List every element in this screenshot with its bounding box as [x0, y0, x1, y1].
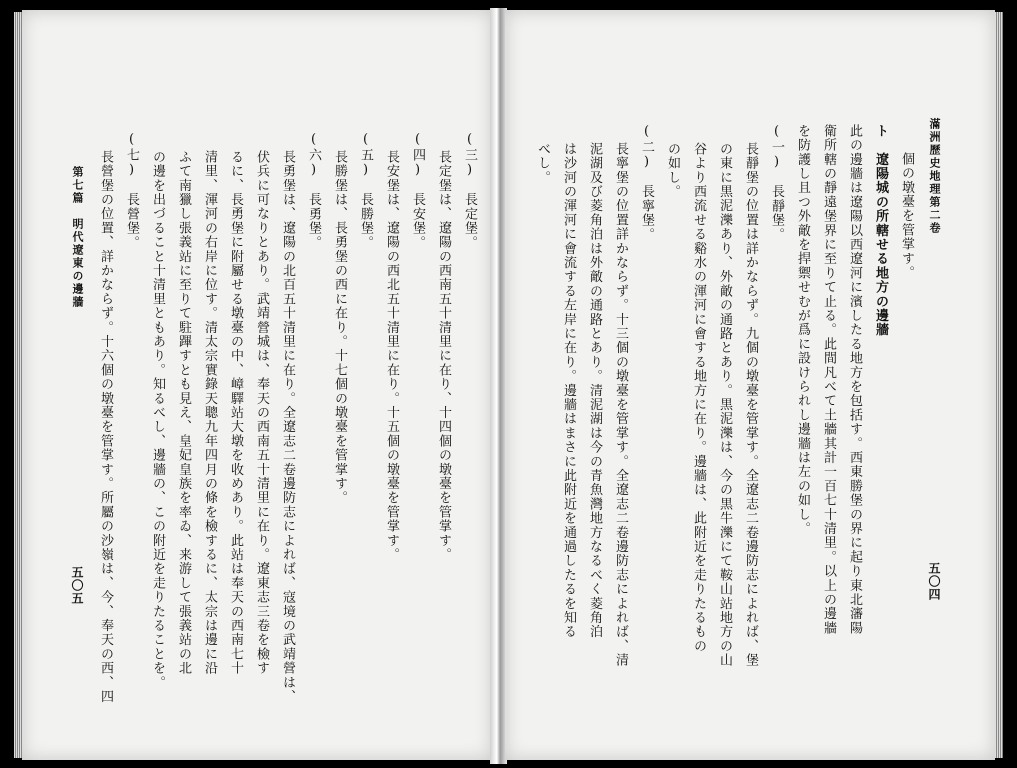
text-line: 長營堡の位置、詳かならず。十六個の墩臺を管掌す。所屬の沙嶺は、今、奉天の西、四: [98, 150, 113, 704]
text-line: の如し。: [665, 142, 680, 199]
text-line: 長勝堡は、長勇堡の西に在り。十七個の墩臺を管掌す。: [332, 150, 347, 505]
text-line: 伏兵に可なりとあり。武靖營城は、奉天の西南五十清里に在り。遼東志三卷を檢す: [254, 150, 269, 676]
text-line: 泥湖及び菱角泊は外敵の通路とあり。清泥湖は今の青魚灣地方なるべく菱角泊: [587, 142, 602, 639]
text-line: 衛所轄の靜遠堡界に至りて止る。此間凡べて土牆其計一百七十清里。以上の邊牆: [821, 124, 836, 636]
text-line: (三) 長定堡。: [462, 132, 477, 250]
text-line: 谷より西流せる谿水の渾河に會する地方に在り。邊牆は、此附近を走りたるもの: [691, 142, 706, 654]
text-line: (一) 長靜堡。: [769, 124, 784, 242]
text-line: (四) 長安堡。: [410, 132, 425, 250]
text-line: 長寧堡の位置詳かならず。十三個の墩臺を管掌す。全遼志二卷邊防志によれば、清: [613, 142, 628, 668]
text-line: 長靜堡の位置は詳かならず。九個の墩臺を管掌す。全遼志二卷邊防志によれば、堡: [743, 142, 758, 668]
page-number: 五〇五: [70, 566, 84, 605]
text-line: の東に黒泥濼あり、外敵の通路とあり。黒泥濼は、今の黒牛濼にて鞍山站地方の山: [717, 142, 732, 668]
text-line: を防護し且つ外敵を捍禦せむが爲に設けられし邊牆は左の如し。: [795, 124, 810, 536]
text-line: (六) 長勇堡。: [306, 132, 321, 250]
text-line: 長勇堡は、遼陽の北百五十清里に在り。全遼志二卷邊防志によれば、寇境の武靖營は、: [280, 150, 295, 704]
text-line: べし。: [535, 142, 550, 185]
text-line: 長定堡は、遼陽の西南五十清里に在り、十四個の墩臺を管掌す。: [436, 150, 451, 562]
text-line: るに、長勇堡に附屬せる墩臺の中、嶂驛站大墩を收めあり。此站は奉天の西南七十: [228, 150, 243, 676]
text-line: の邊を出づること十清里ともあり。知るべし、邊牆の、この附近を走りたることを。: [150, 150, 165, 690]
text-line: は沙河の渾河に會流する左岸に在り。邊牆はまさに此附近を通過したるを知る: [561, 142, 576, 639]
text-line: (二) 長寧堡。: [639, 124, 654, 242]
text-line: 此の邊牆は遼陽以西遼河に濱したる地方を包括す。西東勝堡の界に起り東北瀋陽: [847, 124, 862, 636]
text-line: ふて南獵し張義站に至りて駐蹕すとも見え、皇妃皇族を率ゐ、来游して張義站の北: [176, 150, 191, 676]
right-page: [505, 10, 995, 760]
text-line: (七) 長營堡。: [124, 132, 139, 250]
section-heading: ト 遼陽城の所轄せる地方の邊牆: [873, 124, 888, 337]
text-line: 長安堡は、遼陽の西北五十清里に在り。十五個の墩臺を管掌す。: [384, 150, 399, 562]
page-header: 滿洲歷史地理第二卷: [928, 118, 941, 235]
page-number: 五〇四: [927, 562, 941, 601]
page-footer: 第七篇 明代遼東の邊牆: [71, 166, 84, 309]
text-line: 個の墩臺を管掌す。: [899, 152, 914, 280]
left-page: [22, 10, 492, 760]
text-line: (五) 長勝堡。: [358, 132, 373, 250]
text-line: 清里、渾河の右岸に位す。清太宗實錄天聰九年四月の條を檢するに、太宗は邊に沿: [202, 150, 217, 676]
